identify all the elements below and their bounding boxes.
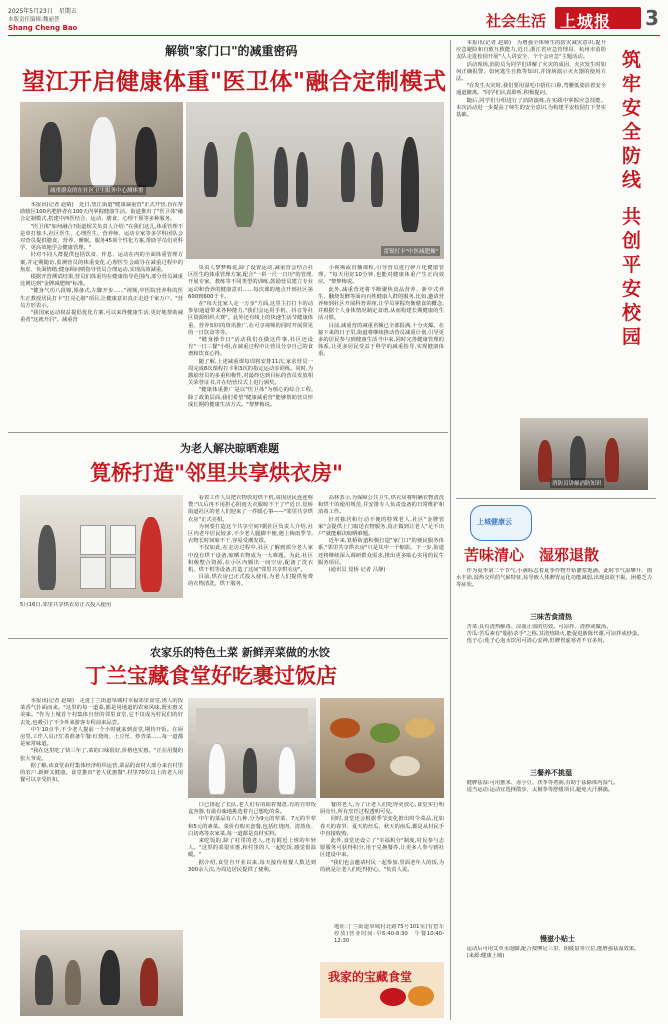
sidebar-top-title-2: 共创平安校园	[622, 206, 642, 348]
header-section: 社会生活	[486, 12, 547, 30]
sidebar-top-text: 本报讯(记者 赵婧) 为增强全体师生的防灾减灾意识,提升应急避险和自救互救能力,近日,浙江省应急管理局、杭州市消防支队走进校园开展"人人讲安全、个个会应急"主题活动。 活动现场,消防员为同学们讲解了火灾的成因、火灾发生时如何正确报警、如何逃生自救等知识,并现场演示灭火器的使用方法。 "在发生火灾时,我们要用湿毛巾捂住口鼻,弯腰低姿沿着安全通道撤离。"同学们认真聆听,积极提问。 随后,同学们分组进行了消防演练,在实践中掌握应急技能。本次活动进一步提高了师生的安全意识,为构建平安校园打下坚实基础。	[456, 40, 606, 119]
sidebar-top-title-1: 筑牢安全防线	[622, 49, 642, 191]
article3-photo-kitchen	[188, 698, 316, 798]
article2-col2: 高林表示,为保障公共卫生,烘衣房将明确衣物清洗和烘干的使用规范,并安排专人负责设备的日常维护和消毒工作。 针对独居和行动不便的特殊老人,社区"金牌管家"会提供上门取送衣物服务,真正做到让老人"足不出户"就能解决晾晒难题。 近年来,筧桥街道积极打造"家门口"的便民服务体系,"邻里共享烘衣房"只是其中一个缩影。下一步,街道还将继续深入调研群众需求,推出更多贴心实用的民生服务项目。 (通讯员 筧桥 记者 吕静)	[318, 495, 444, 574]
article2-title: 筧桥打造"邻里共享烘衣房"	[90, 460, 343, 485]
sidebar-sub1: 三味苦食清热	[530, 613, 572, 621]
sidebar-bottom-text2: 苦菜:具有清热解毒、凉血止血的功效。可凉拌、清炒或做汤。 苦瓜:苦瓜素有"脂肪杀手"之称,其清热降火,能促进新陈代谢,可凉拌或炒蛋。 莲子心:莲子心泡水饮用可清心安神,但脾胃虚寒者不宜多用。	[466, 624, 643, 645]
article1-caption-left: 减重群众的在社区卫生服务中心测体重	[48, 185, 146, 195]
article3-address: 地址:丁兰街道皋城村北路75号101室(有偿车停放)营业时间:早6:40-8:30 午餐10:40-12:30	[334, 924, 444, 945]
article1-kicker: 解锁"家门口"的减重密码	[165, 44, 298, 58]
article1-col3: 小视频或直播课程,引导营员进行碎片化健康管理。"每天用好10分钟,也能对健康体重产生正向效应。"黎梦梅说。 此外,减重营还将不断聚焦食品营养、新中式养生、翻烧发酵等面向百姓健康人群的服务,比如,邀请营养师到社区开展科普讲座,让学员掌握均衡膳食的概念,并根据个人身体情况制定食谱,从而构建长期健康的生活习惯。 目前,减重营的减重名额已全部报满,十分火爆。在接下来的日子里,街道将继续推动营员减重计划,引导更多的居民参与到健康生活当中来,同时完善健康管理的体系,让更多居民受益于科学的减重指导,实现健康体重。	[318, 265, 444, 358]
article3-kicker: 农家乐的特色土菜 新鲜弄菜做的水饺	[150, 646, 330, 659]
article3-photo-dishes	[320, 698, 444, 798]
header-brand-en: Shang Cheng Bao	[8, 24, 78, 32]
sidebar-health-logo-text: 上城健康云	[477, 518, 512, 526]
sidebar-rule	[456, 498, 656, 499]
article3-title: 丁兰宝藏食堂好吃裹过饭店	[85, 663, 337, 688]
sidebar-divider	[450, 40, 451, 1020]
article1-photo-right	[186, 102, 444, 259]
article3-promo-box	[320, 962, 444, 1018]
article3-photo-diners	[20, 930, 183, 1016]
article1-col1: 本报讯(记者 赵婧) 近日,望江街道"健康减重营"正式开营,旨在帮助辖区100名肥胖者在100天内掌握健康生活。街道推出了"医卫体"融合定制模式,搭建中西医结合、运动、膳食、心理干预等多种服务。 "医卫体"如何融合?街道相关负责人介绍:"在我们这儿,体重管理不是单打独斗,社区医生、心理医生、营养师、运动专家等多学科团队会对营员提供膳食、营养、睡眠、服务45项个性化方案,帮助学员们更科学、更高效地学会健康管理。" 针对不同人群提供包括饮食、作息、运动在内的全面体重管理方案,并定期随访,监测营员的体重变化,心理医生会疏导在减重过程中的焦虑、负面情绪;健身顾问则指导营员合理运动,实现高效减重。 根据开营测试结果,营员们体重均在健康指导范围内,部分营员减重比例达到"金牌减肥师"标准。 "健身气功八段锦,预备式,左脚开步……"视频,中医院营养科的医生正教授居民打卡"打亮心脏"项目,让健康意识真正走进千家万户。"营员方形表示。 "我国家运动权益提倡优化方案,可以来得健康生活,更好地帮助减重者"这就开启"。减重营	[20, 202, 183, 324]
sidebar-health-logo	[470, 505, 532, 541]
header-editor: 本版责任编辑:魏丽荟	[8, 17, 60, 23]
sidebar-bottom-text4: 运动后可用艾草水泡脚,配合按摩足三里、阴陵泉等穴位,能增强祛湿效果。 (来源:健康上城)	[466, 946, 640, 960]
sidebar-top-photo	[520, 418, 648, 490]
article1-rule	[8, 432, 448, 433]
sidebar-bottom-intro: 作为夏季第二个节气,小满标志着夏季作物开始灌浆饱满。此时节气温攀升、雨水丰沛,湿热交织的气候特征,易导致人体脾胃运化功能减弱,出现食欲不振、困倦乏力等症状。	[456, 568, 652, 589]
article3-col2: 口已排起了长队,老人们有的端着餐盘,有的自带饭盒容器,有滋有味地挑选着自己想吃的菜。 中午的菜品有八九种,分为9元的荤菜、7元的半荤和5元的素菜。菜价有购买套餐,包括红烧肉、清蒸鱼、白切鸡等农家菜,每一道都是真材实料。 来吃饭的,除了村里的老人,还有附近上班的年轻人。"这里的菜很实惠,和村里的人一起吃饭,感觉很温暖。" 据介绍,食堂自开业以来,每天接待用餐人数达到300余人次,为周边居民提供了便利。	[188, 802, 316, 873]
article1-col2: 负责人黎梦梅说,除了设置运动,减重营会结合社区医生的体重管理方案,配合"一拼一尺一日历"的管理,开展专家、教练等不同类型的训练,鼓励营员建立专业运动和营养的健康意识……每次课的地点开到社区第600到600千卡。 在"每天比家人走一万步"方面,这里主打打卡的动参加通道带来各种能力,"我们会运用手机、抖音等社区资源组织大赛"。此外还有线上的快速生活节健康体重、营养知识的资讯推广,在可享视频的同时开展常见的一日饮食等等。 "健身操节日"活动我们在做这件事,社区还设有"一日三餐"小组,在减重过程中让营员分享自己的食谱和饮食心得。 随了解,上述减重课每周将安排11次,家求营员一周完成8次课程打卡和3次的指定运动步训练。同时,为激励营员的多重积极性,对最终达到目标的营员发放相关荣誉证书,并在结营仪式上进行颁奖。 "健康体重推广是以"医卫体"为核心的综合工程,除了政策层面,我们希望"健康减重营"能够帮助营员形成长期的健康生活方式。"黎梦梅说。	[188, 265, 313, 408]
article1-title: 望江开启健康体重"医卫体"融合定制模式	[22, 68, 447, 95]
article2-rule	[8, 638, 448, 639]
header-date: 2025年5月23日 星期五	[8, 8, 77, 15]
article1-caption-right: 雷锐打卡"中医减肥操"	[381, 246, 440, 256]
article3-col3: 餐的老人,为了让老人们吃得更放心,食堂实行明厨亮灶,所有烹饪过程透明可见。 同时,食堂还会根据季节变化推出时令菜品,比如春天的春笋、夏天的丝瓜、秋天的南瓜,都是从村民手中直接收购。 此外,食堂还设立了"幸福积分"制度,村民参与志愿服务可获得积分,用于兑换餐券,让更多人参与到社区建设中来。 "我们也会邀请村民一起参加,里面老年人的饭,为的就是让老人们吃得舒心。"负责人说。	[320, 802, 444, 873]
sidebar-sub2: 三餐养不挑湿	[530, 769, 572, 777]
header-brand-cn: 上城报	[560, 12, 612, 31]
article2-col1: 看着工作人员把衣物放进烘干机,周围居民连连称赞:"以后再不用担心阴雨天衣服晾不干了!"近日,筧桥街道社区的老人们迎来了一件暖心事——"邻里共享烘衣房"正式亮相。 为何要打造这个共享空间?据社区负责人介绍,社区内老年居民较多,不少老人腿脚不便,遇上梅雨季节,衣物长时间晾不干,容易受潮发霉。 不仅如此,在走访过程中,社区了解到部分老人家中没有烘干设备,晾晒衣物成为一大难题。为此,社区积极整合资源,在小区内腾出一间空房,配备了洗衣机、烘干机等设备,打造了这间"邻里共享烘衣房"。 目前,烘衣房已正式投入使用,为老人们提供免费的衣物清洗、烘干服务。	[188, 495, 313, 588]
sidebar-top-caption: 消防员讲解消防知识	[550, 478, 604, 488]
article2-kicker: 为老人解决晾晒难题	[180, 442, 279, 455]
sidebar-bottom-title: 苦味清心 湿邪退散	[464, 546, 600, 564]
article2-photo	[20, 495, 183, 598]
article3-col1: 本报讯(记者 赵婧) 走进丁兰街道皋城村幸福邻里食堂,诱人的饭菜香气扑面而来。"这里的每一道菜,都是用地道的农家风味,既实惠又美味。"作为上城首个村集体自营的邻里食堂,它不仅成为村民们的好去处,也吸引了不少外来游客专程前来品尝。 中午10点半,不少老人提前一个小时就来到食堂,期待开饭。在厨房里,工作人员正忙着准备午餐:红烧肉、土豆丝、炒青菜……每一道都是家常味道。 "我在这里吃了快三年了,菜的口味很好,价格也实惠。"正在用餐的张大爷说。 据了解,该食堂由村集体经济组织运营,菜品的食材大部分来自村里的农户,新鲜又健康。食堂推出"老人优惠餐",村里70岁以上的老人用餐可以享受折扣。	[20, 698, 183, 784]
header-page-number: 3	[645, 6, 659, 30]
header-rule	[8, 35, 660, 36]
sidebar-sub3: 慢滋小贴士	[540, 935, 575, 943]
article2-caption: 5月16日,邻里共享烘衣房正式投入使用	[20, 602, 112, 608]
article1-photo-left	[20, 102, 183, 197]
sidebar-bottom-text3: 健脾祛湿:可用薏米、赤小豆、茯苓等煮粥,有助于祛除体内湿气。 适当运动:运动宜选择散步、太极拳等舒缓项目,避免大汗淋漓。	[466, 780, 619, 794]
article3-photo-label: 我家的宝藏食堂	[328, 970, 413, 984]
